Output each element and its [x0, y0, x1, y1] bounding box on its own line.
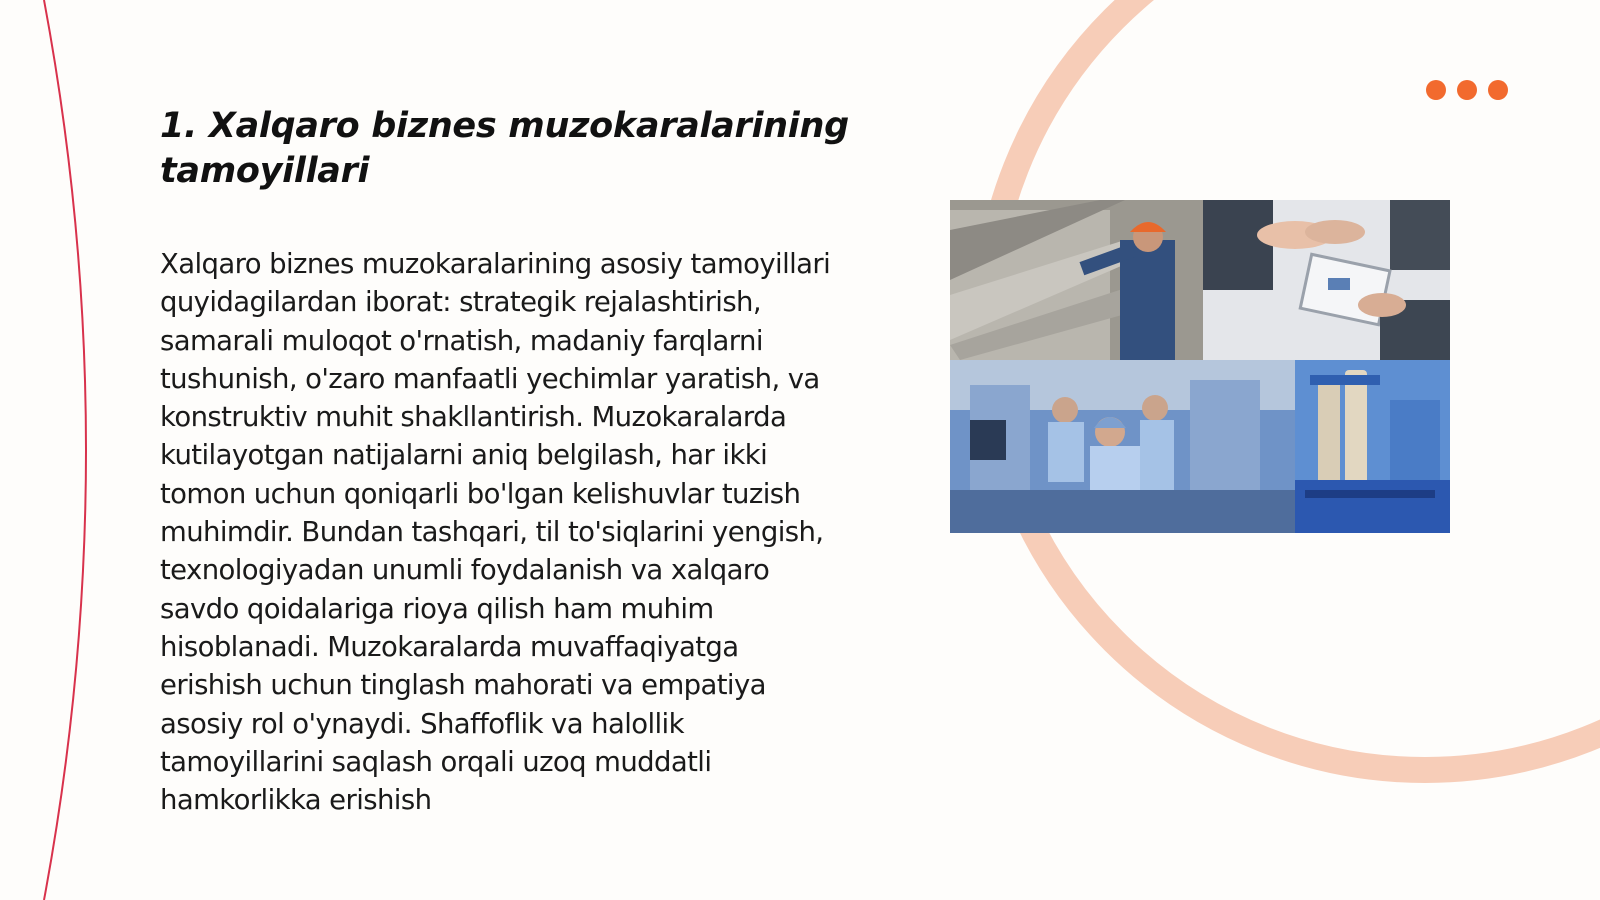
industrial-equipment-panel: [1295, 360, 1450, 533]
textile-factory-panel: [950, 360, 1295, 533]
collage-image: [950, 200, 1450, 533]
dot: [1426, 80, 1446, 100]
three-dots-icon: [1426, 80, 1508, 100]
construction-worker-panel: [950, 200, 1203, 360]
dot: [1488, 80, 1508, 100]
dot: [1457, 80, 1477, 100]
slide-body-text: Xalqaro biznes muzokaralarining asosiy tamoyillari quyidagilardan iborat: strategik rejalashtirish, samarali muloqot o'rnatish, madaniy farqlarni tushunish, o'zaro manfaatli yechimlar yaratish, va konstruktiv muhit shakllantirish. Muzokaralarda kutilayotgan natijalarni aniq belgilash, har ikki tomon uchun qoniqarli bo'lgan kelishuvlar tuzish muhimdir. Bundan tashqari, til to'siqlarini yengish, texnologiyadan unumli foydalanish va xalqaro savdo qoidalariga rioya qilish ham muhim hisoblanadi. Muzokaralarda muvaffaqiyatga erishish uchun tinglash mahorati va empatiya asosiy rol o'ynaydi. Shaffoflik va halollik tamoyillarini saqlash orqali uzoq muddatli hamkorlikka erishish: [160, 248, 831, 817]
left-curve-line: [44, 0, 86, 900]
slide-title: 1. Xalqaro biznes muzokaralarining tamoyillari: [160, 106, 849, 191]
business-handshake-panel: [1203, 200, 1450, 360]
